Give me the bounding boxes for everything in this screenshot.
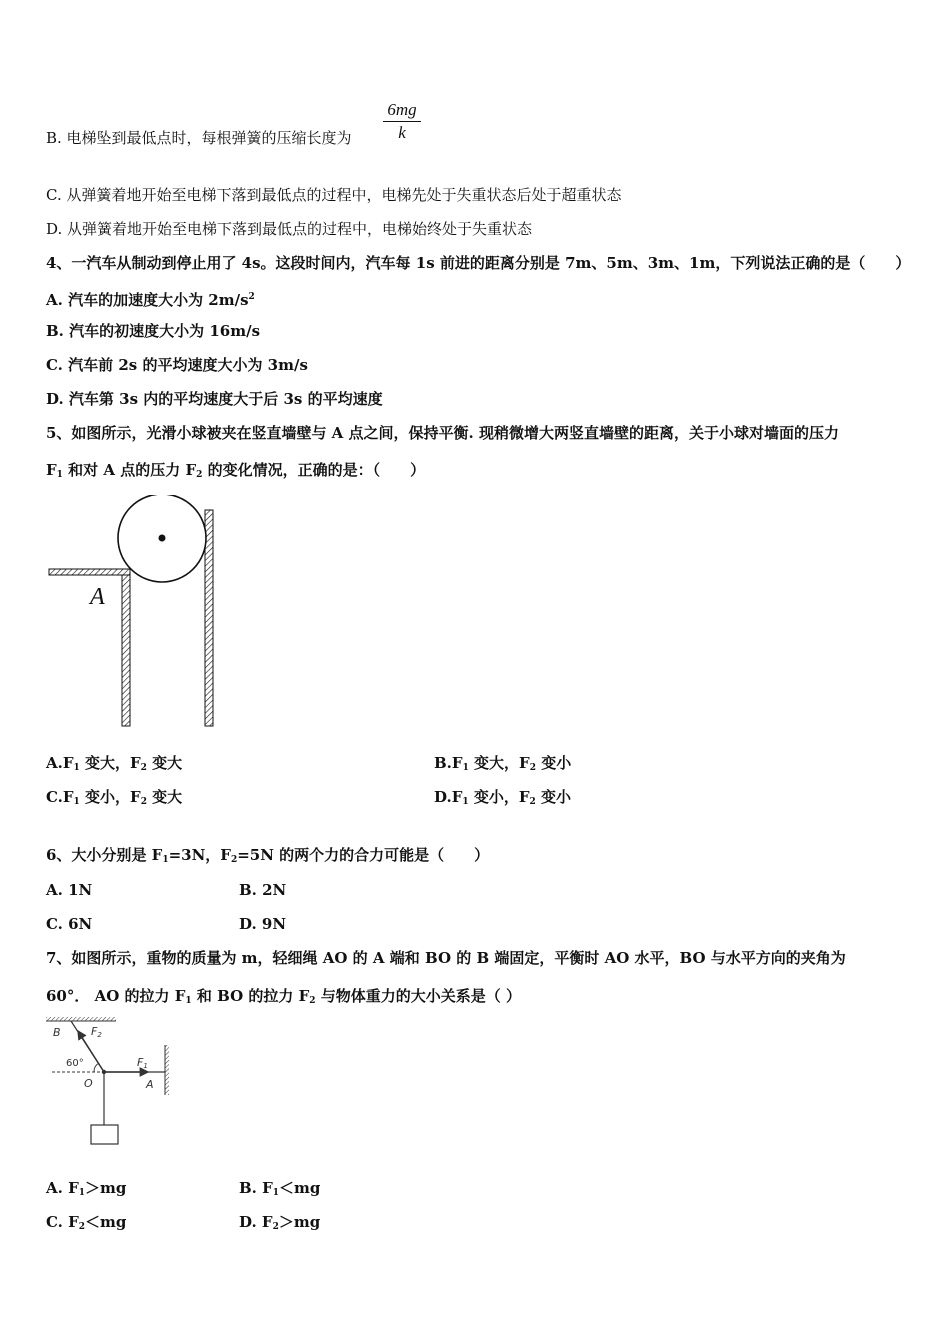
q5-stem-line1: 5、如图所示，光滑小球被夹在竖直墙壁与 A 点之间，保持平衡. 现稍微增大两竖直墙壁的距离，关于小球对墙面的压力 <box>46 424 839 442</box>
q7-right-wall <box>165 1045 169 1095</box>
q6-option-b: B. 2N <box>239 881 287 899</box>
q5-stem-line2: $F_1$ 和对 A 点的压力 $F_2$ 的变化情况，正确的是：（ ） <box>46 461 426 480</box>
q7-stem-line1: 7、如图所示，重物的质量为 m，轻细绳 AO 的 A 端和 BO 的 B 端固定，平衡时 AO 水平，BO 与水平方向的夹角为 <box>46 949 846 967</box>
q5-ball-walls-figure <box>44 495 224 730</box>
q7-option-d: D. $F_2>mg$ <box>239 1213 321 1232</box>
q3-option-b-fraction: $\frac{6mg}{k}$ <box>383 100 421 143</box>
q7-option-c: C. $F_2<mg$ <box>46 1213 127 1232</box>
q7-angle-arc <box>94 1063 99 1072</box>
q7-label-f2: F2 <box>91 1025 102 1039</box>
q6-option-d: D. 9N <box>239 915 287 933</box>
q6-option-a: A. 1N <box>46 881 93 899</box>
q4-stem: 4、一汽车从制动到停止用了 4s。这段时间内，汽车每 1s 前进的距离分别是 7m、5m、3m、1m，下列说法正确的是（ ） <box>46 254 911 272</box>
q4-option-a: A. 汽车的加速度大小为 $2m/s^2$ <box>46 291 255 309</box>
q4-option-d: D. 汽车第 3s 内的平均速度大于后 3s 的平均速度 <box>46 390 383 408</box>
q5-ledge <box>49 569 130 575</box>
q5-ball-center <box>159 535 166 542</box>
q7-label-a: A <box>146 1078 154 1091</box>
q7-label-b: B <box>53 1026 61 1039</box>
q3-option-c: C. 从弹簧着地开始至电梯下落到最低点的过程中，电梯先处于失重状态后处于超重状态 <box>46 186 622 204</box>
q5-option-d: $D.F_1$ 变小，$F_2$ 变小 <box>434 788 571 807</box>
q4-option-b: B. 汽车的初速度大小为 16m/s <box>46 322 261 340</box>
q7-rope-figure <box>44 1015 179 1150</box>
q7-label-angle: 60° <box>66 1058 84 1069</box>
q5-point-a-label: A <box>90 584 105 610</box>
q3-option-b: B. 电梯坠到最低点时，每根弹簧的压缩长度为 <box>46 129 352 147</box>
q7-ceiling <box>46 1017 116 1021</box>
q5-option-b: $B.F_1$ 变大，$F_2$ 变小 <box>434 754 572 773</box>
q7-option-b: B. $F_1<mg$ <box>239 1179 321 1198</box>
q6-option-c: C. 6N <box>46 915 93 933</box>
q7-weight-block <box>91 1125 118 1144</box>
q7-label-f1: F1 <box>137 1056 148 1070</box>
q5-option-c: $C.F_1$ 变小，$F_2$ 变大 <box>46 788 183 807</box>
q3-option-d: D. 从弹簧着地开始至电梯下落到最低点的过程中，电梯始终处于失重状态 <box>46 220 533 238</box>
q7-option-a: A. $F_1>mg$ <box>46 1179 127 1198</box>
q4-option-c: C. 汽车前 2s 的平均速度大小为 3m/s <box>46 356 308 374</box>
q7-label-o: O <box>84 1077 93 1090</box>
q5-option-a: $A.F_1$ 变大，$F_2$ 变大 <box>46 754 183 773</box>
q5-left-wall <box>122 575 130 726</box>
q7-stem-line2: 60°． AO 的拉力 $F_1$ 和 BO 的拉力 $F_2$ 与物体重力的大小关系是（ ） <box>46 987 521 1006</box>
q6-stem: 6、大小分别是 $F_1=3N$，$F_2=5N$ 的两个力的合力可能是（ ） <box>46 846 490 865</box>
